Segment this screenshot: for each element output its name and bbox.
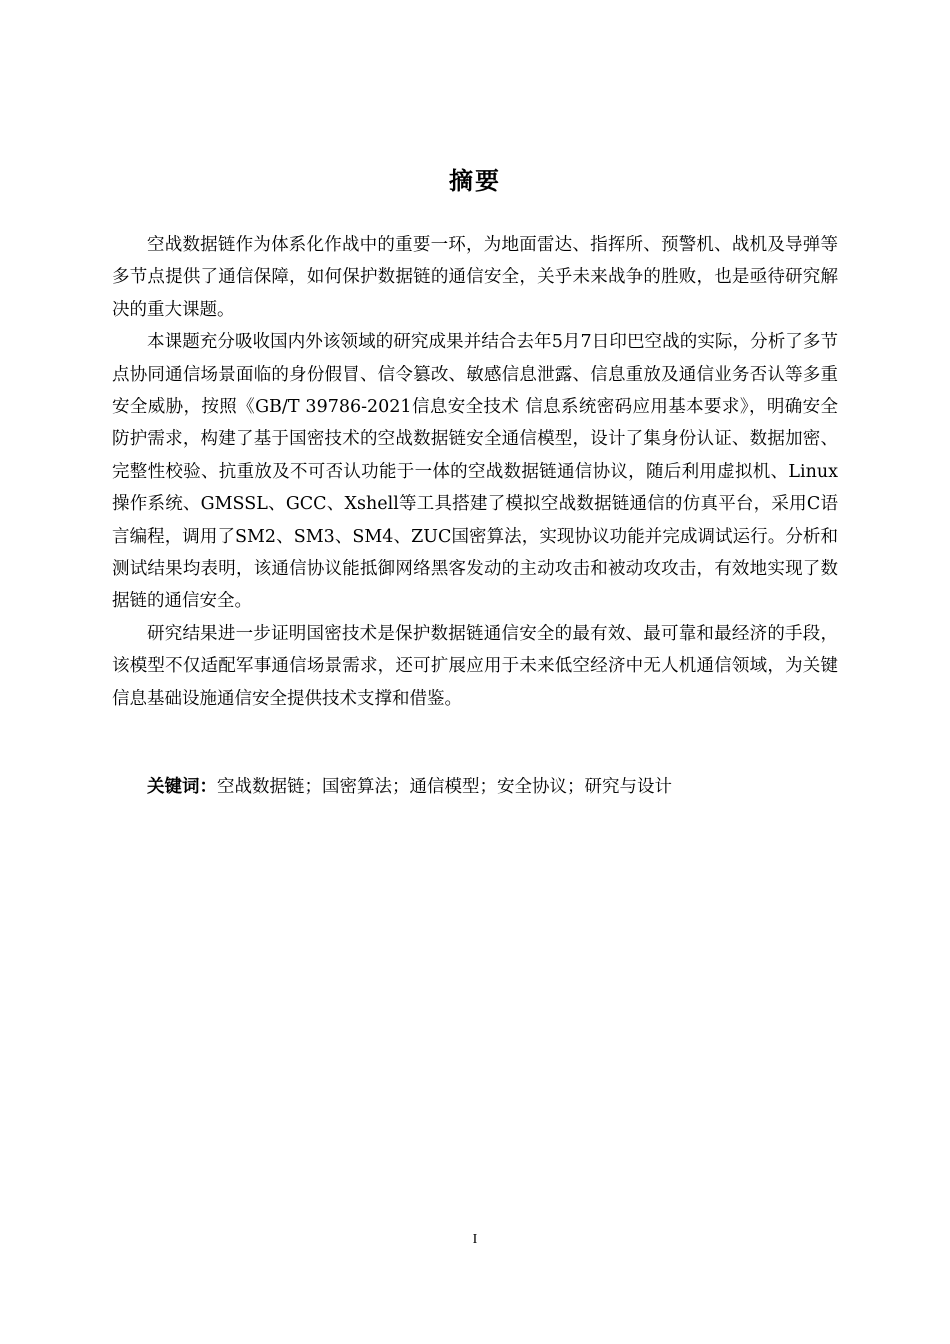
keywords-line bbox=[147, 771, 672, 803]
keywords-label: 关键词： bbox=[147, 777, 217, 797]
page-title: 摘要 bbox=[449, 167, 501, 195]
keywords-text: 空战数据链；国密算法；通信模型；安全协议；研究与设计 bbox=[217, 777, 672, 797]
abstract-paragraph-1: 空战数据链作为体系化作战中的重要一环，为地面雷达、指挥所、预警机、战机及导弹等多节点提供了通信保障，如何保护数据链的通信安全，关乎未来战争的胜败，也是亟待研究解决的重大课题。 bbox=[112, 235, 838, 320]
abstract-body bbox=[112, 229, 838, 715]
page-number: I bbox=[472, 1232, 478, 1247]
abstract-paragraph-3: 研究结果进一步证明国密技术是保护数据链通信安全的最有效、最可靠和最经济的手段，该模型不仅适配军事通信场景需求，还可扩展应用于未来低空经济中无人机通信领域，为关键信息基础设施通信安全提供技术支撑和借鉴。 bbox=[112, 623, 838, 709]
abstract-paragraph-2: 本课题充分吸收国内外该领域的研究成果并结合去年5月7日印巴空战的实际，分析了多节点协同通信场景面临的身份假冒、信令篡改、敏感信息泄露、信息重放及通信业务否认等多重安全威胁，按照《GB/T 39786-2021信息安全技术 信息系统密码应用基本要求》，明确安全防护需求，构建了基于国密技术的空战数据链安全通信模型，设计了集身份认证、数据加密、完整性校验、抗重放及不可否认功能于一体的空战数据链通信协议，随后利用虚拟机、Linux 操作系统、GMSSL、GCC、Xshell等工具搭建了模拟空战数据链通信的仿真平台，采用C语言编程，调用了SM2、SM3、SM4、ZUC国密算法，实现协议功能并完成调试运行。分析和测试结果均表明，该通信协议能抵御网络黑客发动的主动攻击和被动攻攻击，有效地实现了数据链的通信安全。 bbox=[112, 332, 838, 612]
